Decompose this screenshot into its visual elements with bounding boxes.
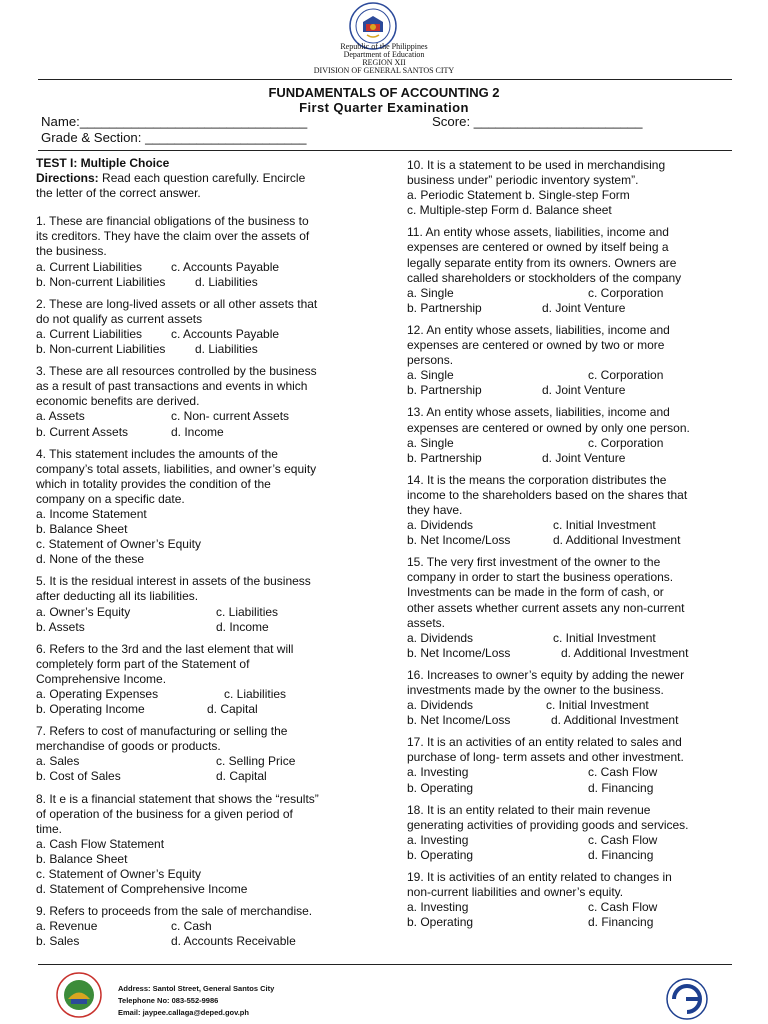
answer-row	[36, 260, 376, 275]
answer-choice[interactable]: a. Investing	[407, 900, 469, 915]
question-text: economic benefits are derived.	[36, 394, 200, 409]
answer-choice[interactable]: d. Liabilities	[195, 274, 258, 289]
question-text: expenses are centered or owned by two or more	[407, 338, 665, 353]
question-text: merchandise of goods or products.	[36, 739, 221, 754]
question-gap	[407, 218, 737, 225]
directions-line-2: the letter of the correct answer.	[36, 186, 201, 201]
left-question-4	[36, 574, 376, 634]
question-text: its creditors. They have the claim over the assets of	[36, 229, 310, 244]
answer-choice[interactable]: a. Income Statement	[36, 506, 147, 521]
answer-choice[interactable]: d. Joint Venture	[542, 300, 626, 315]
right-question-5	[407, 555, 737, 661]
answer-choice[interactable]: b. Current Assets	[36, 424, 129, 439]
question-gap	[36, 567, 376, 574]
question-text: 4. This statement includes the amounts of the	[36, 446, 278, 461]
right-question-6	[407, 668, 737, 728]
answer-choice[interactable]: b. Non-current Liabilities	[36, 342, 166, 357]
question-text: Investments can be made in the form of cash, or	[407, 585, 664, 600]
answer-choice[interactable]: d. Income	[171, 424, 224, 439]
question-gap	[36, 290, 376, 297]
answer-choice[interactable]: c. Cash Flow	[588, 900, 658, 915]
answer-choice[interactable]: d. Capital	[216, 769, 267, 784]
answer-choice[interactable]: b. Balance Sheet	[36, 522, 128, 537]
right-question-0	[407, 158, 737, 218]
answer-row	[407, 833, 737, 848]
question-gap	[407, 316, 737, 323]
right-column	[407, 158, 737, 937]
footer-address: Address: Santol Street, General Santos City	[118, 984, 275, 993]
answer-row	[36, 342, 376, 357]
answer-row	[36, 882, 376, 897]
answer-row	[36, 409, 376, 424]
answer-row	[36, 507, 376, 522]
answer-row	[407, 900, 737, 915]
answer-choice[interactable]: d. Capital	[207, 702, 258, 717]
answer-choice[interactable]: a. Single	[407, 368, 454, 383]
question-gap	[36, 635, 376, 642]
header-department: Department of Education	[343, 50, 425, 59]
answer-row	[407, 713, 737, 728]
answer-choice[interactable]: b. Net Income/Loss	[407, 645, 511, 660]
page-title: FUNDAMENTALS OF ACCOUNTING 2	[268, 85, 500, 100]
question-gap	[407, 398, 737, 405]
answer-choice[interactable]: d. Financing	[588, 780, 654, 795]
answer-choice[interactable]: c. Cash Flow	[588, 765, 658, 780]
answer-row	[36, 934, 376, 949]
question-text: income to the shareholders based on the shares that	[407, 487, 688, 502]
score-field[interactable]: Score: _______________________	[432, 114, 643, 129]
question-text: 18. It is an entity related to their main revenue	[407, 802, 651, 817]
question-text: purchase of long- term assets and other investment.	[407, 750, 684, 765]
answer-choice[interactable]: c. Corporation	[588, 368, 664, 383]
answer-choice[interactable]: b. Partnership	[407, 450, 482, 465]
directions-label: Directions:	[36, 171, 99, 186]
question-gap	[36, 897, 376, 904]
footer-contact	[118, 983, 274, 1019]
question-text: they have.	[407, 502, 463, 517]
right-question-1	[407, 225, 737, 316]
answer-choice[interactable]: b. Sales	[36, 934, 80, 949]
answer-choice[interactable]: a. Single	[407, 435, 454, 450]
answer-choice[interactable]: b. Cost of Sales	[36, 769, 121, 784]
left-question-7	[36, 792, 376, 898]
answer-choice[interactable]: c. Non- current Assets	[171, 409, 290, 424]
question-text: 3. These are all resources controlled by the business	[36, 364, 317, 379]
answer-row	[36, 687, 376, 702]
answer-choice[interactable]: d. Joint Venture	[542, 450, 626, 465]
question-gap	[407, 466, 737, 473]
answer-choice[interactable]: c. Cash Flow	[588, 832, 658, 847]
answer-choice[interactable]: c. Corporation	[588, 435, 664, 450]
answer-row	[407, 848, 737, 863]
question-text: generating activities of providing goods and services.	[407, 817, 689, 832]
answer-row	[407, 698, 737, 713]
answer-choice[interactable]: a. Cash Flow Statement	[36, 836, 165, 851]
answer-choice[interactable]: a. Owner’s Equity	[36, 604, 131, 619]
answer-choice[interactable]: a. Sales	[36, 754, 80, 769]
answer-choice[interactable]: d. Financing	[588, 847, 654, 862]
question-gap	[407, 930, 737, 937]
question-text: called shareholders or stockholders of the company	[407, 270, 682, 285]
answer-row	[407, 765, 737, 780]
answer-choice[interactable]: a. Assets	[36, 409, 85, 424]
answer-choice[interactable]: b. Balance Sheet	[36, 851, 128, 866]
right-question-2	[407, 323, 737, 398]
question-text: 19. It is activities of an entity related to changes in	[407, 870, 672, 885]
question-text: do not qualify as current assets	[36, 311, 203, 326]
right-question-8	[407, 803, 737, 863]
question-gap	[407, 548, 737, 555]
answer-choice[interactable]: a. Revenue	[36, 919, 98, 934]
left-question-1	[36, 297, 376, 357]
answer-row	[36, 769, 376, 784]
answer-choice[interactable]: c. Accounts Payable	[171, 326, 280, 341]
answer-row	[407, 436, 737, 451]
answer-choice[interactable]: d. Joint Venture	[542, 383, 626, 398]
question-gap	[36, 950, 376, 957]
answer-choice[interactable]: b. Operating	[407, 847, 474, 862]
question-text: 2. These are long-lived assets or all other assets that	[36, 296, 318, 311]
header-republic: Republic of the Philippines	[340, 42, 428, 51]
answer-row	[407, 646, 737, 661]
answer-choice[interactable]: c. Initial Investment	[546, 698, 649, 713]
answer-row	[36, 327, 376, 342]
page-subtitle: First Quarter Examination	[299, 100, 469, 115]
question-gap	[36, 440, 376, 447]
question-text: investments made by the owner to the business.	[407, 683, 664, 697]
answer-row	[407, 383, 737, 398]
question-text: 13. An entity whose assets, liabilities, income and	[407, 405, 670, 420]
question-gap	[407, 796, 737, 803]
header-divider	[38, 79, 732, 80]
answer-row	[407, 203, 737, 218]
answer-choice[interactable]: a. Current Liabilities	[36, 326, 143, 341]
answer-row	[36, 837, 376, 852]
question-text: 5. It is the residual interest in assets of the business	[36, 574, 311, 589]
question-text: 14. It is the means the corporation distributes the	[407, 472, 667, 487]
question-text: legally separate entity from its owners. Owners are	[407, 255, 677, 270]
answer-choice[interactable]: d. Statement of Comprehensive Income	[36, 882, 248, 897]
question-gap	[36, 717, 376, 724]
question-text: other assets whether current assets any non-current	[407, 600, 685, 615]
answer-choice[interactable]: a. Investing	[407, 832, 469, 847]
question-text: after deducting all its liabilities.	[36, 589, 199, 604]
question-gap	[36, 785, 376, 792]
left-question-0	[36, 214, 376, 289]
answer-choice[interactable]: b. Operating	[407, 915, 474, 930]
answer-choice[interactable]: a. Dividends	[407, 698, 474, 713]
answer-choice[interactable]: c. Initial Investment	[553, 518, 656, 533]
question-text: 12. An entity whose assets, liabilities, income and	[407, 322, 670, 337]
question-text: expenses are centered or owned by itself being a	[407, 240, 669, 255]
question-text: business under” periodic inventory system”.	[407, 173, 639, 188]
question-text: completely form part of the Statement of	[36, 656, 250, 671]
answer-row	[407, 631, 737, 646]
footer-email: Email: jaypee.callaga@deped.gov.ph	[118, 1008, 249, 1017]
answer-choice[interactable]: a. Dividends	[407, 630, 474, 645]
answer-choice[interactable]: b. Operating Income	[36, 702, 145, 717]
right-question-4	[407, 473, 737, 548]
answer-choice[interactable]: d. Liabilities	[195, 342, 258, 357]
directions-line-1	[36, 171, 376, 186]
answer-choice[interactable]: d. Accounts Receivable	[171, 934, 296, 949]
question-text: the business.	[36, 244, 107, 259]
name-field[interactable]: Name:_______________________________	[41, 114, 308, 129]
answer-choice[interactable]: c. Initial Investment	[553, 630, 656, 645]
answer-choice[interactable]: a. Periodic Statement b. Single-step Form	[407, 188, 630, 203]
answer-row	[36, 620, 376, 635]
answer-row	[36, 702, 376, 717]
answer-row	[36, 275, 376, 290]
answer-choice[interactable]: a. Single	[407, 285, 454, 300]
answer-choice[interactable]: d. Additional Investment	[553, 533, 681, 548]
answer-row	[36, 754, 376, 769]
answer-choice[interactable]: b. Operating	[407, 780, 474, 795]
info-divider	[38, 150, 732, 151]
answer-row	[36, 919, 376, 934]
grade-section-field[interactable]: Grade & Section: ______________________	[41, 130, 307, 145]
answer-choice[interactable]: c. Selling Price	[216, 754, 296, 769]
answer-row	[407, 533, 737, 548]
question-text: 9. Refers to proceeds from the sale of merchandise.	[36, 904, 313, 919]
answer-choice[interactable]: a. Investing	[407, 765, 469, 780]
answer-choice[interactable]: d. None of the these	[36, 552, 145, 567]
answer-row	[407, 286, 737, 301]
division-logo-icon	[56, 972, 102, 1018]
answer-row	[407, 915, 737, 930]
question-text: company on a specific date.	[36, 491, 185, 506]
answer-row	[407, 518, 737, 533]
answer-choice[interactable]: b. Partnership	[407, 383, 482, 398]
left-question-5	[36, 642, 376, 717]
question-gap	[407, 863, 737, 870]
answer-choice[interactable]: c. Cash	[171, 919, 212, 934]
answer-choice[interactable]: b. Non-current Liabilities	[36, 274, 166, 289]
header-region: REGION XII	[362, 58, 406, 67]
left-question-3	[36, 447, 376, 568]
question-text: which in totality provides the condition of the	[36, 476, 271, 491]
answer-choice[interactable]: b. Net Income/Loss	[407, 713, 511, 728]
answer-row	[407, 451, 737, 466]
answer-row	[36, 852, 376, 867]
answer-row	[36, 605, 376, 620]
answer-row	[36, 425, 376, 440]
left-question-2	[36, 364, 376, 439]
question-text: company in order to start the business operations.	[407, 570, 674, 585]
left-question-6	[36, 724, 376, 784]
question-text: 8. It e is a financial statement that shows the “results”	[36, 791, 319, 806]
question-text: 11. An entity whose assets, liabilities, income and	[407, 225, 669, 240]
answer-choice[interactable]: c. Statement of Owner’s Equity	[36, 867, 201, 882]
question-text: expenses are centered or owned by only one person.	[407, 420, 690, 435]
question-text: 17. It is an activities of an entity related to sales and	[407, 735, 682, 750]
answer-choice[interactable]: c. Corporation	[588, 285, 664, 300]
answer-row	[36, 552, 376, 567]
answer-choice[interactable]: b. Net Income/Loss	[407, 533, 511, 548]
answer-choice[interactable]: d. Financing	[588, 915, 654, 930]
answer-choice[interactable]: c. Accounts Payable	[171, 259, 280, 274]
question-text: 10. It is a statement to be used in merchandising	[407, 158, 666, 172]
answer-choice[interactable]: a. Dividends	[407, 518, 474, 533]
answer-row	[407, 301, 737, 316]
right-question-9	[407, 870, 737, 930]
question-text: 7. Refers to cost of manufacturing or selling the	[36, 724, 288, 739]
answer-row	[407, 781, 737, 796]
answer-choice[interactable]: c. Liabilities	[216, 604, 279, 619]
question-gap	[407, 728, 737, 735]
right-question-3	[407, 405, 737, 465]
question-text: 15. The very first investment of the owner to the	[407, 555, 661, 570]
answer-choice[interactable]: c. Multiple-step Form d. Balance sheet	[407, 203, 612, 218]
answer-choice[interactable]: c. Statement of Owner’s Equity	[36, 537, 201, 552]
answer-choice[interactable]: a. Operating Expenses	[36, 687, 159, 701]
answer-choice[interactable]: b. Partnership	[407, 300, 482, 315]
question-text: company’s total assets, liabilities, and owner’s equity	[36, 461, 317, 476]
iso-certification-icon	[666, 978, 708, 1020]
answer-row	[36, 522, 376, 537]
question-text: of operation of the business for a given period of	[36, 806, 293, 821]
answer-row	[407, 188, 737, 203]
directions-text: Read each question carefully. Encircle	[98, 171, 306, 186]
right-question-7	[407, 735, 737, 795]
question-text: persons.	[407, 353, 454, 368]
question-text: 1. These are financial obligations of the business to	[36, 214, 309, 229]
question-text: 6. Refers to the 3rd and the last element that will	[36, 641, 294, 656]
test-heading: TEST I: Multiple Choice	[36, 156, 170, 170]
question-text: Comprehensive Income.	[36, 671, 167, 686]
question-text: time.	[36, 821, 63, 836]
question-text: non-current liabilities and owner’s equity.	[407, 885, 624, 900]
answer-choice[interactable]: d. Income	[216, 619, 269, 634]
answer-choice[interactable]: a. Current Liabilities	[36, 259, 143, 274]
question-text: 16. Increases to owner’s equity by adding the newer	[407, 667, 685, 682]
question-gap	[36, 357, 376, 364]
answer-row	[36, 537, 376, 552]
answer-choice[interactable]: d. Additional Investment	[561, 645, 689, 660]
answer-choice[interactable]: b. Assets	[36, 619, 85, 634]
answer-choice[interactable]: d. Additional Investment	[551, 713, 679, 728]
footer-telephone: Telephone No: 083-552-9986	[118, 996, 219, 1005]
question-text: as a result of past transactions and events in which	[36, 379, 308, 394]
question-text: assets.	[407, 615, 446, 630]
answer-row	[407, 368, 737, 383]
answer-row	[36, 867, 376, 882]
header-division: DIVISION OF GENERAL SANTOS CITY	[313, 66, 455, 75]
footer-divider	[38, 964, 732, 965]
left-question-8	[36, 904, 376, 949]
left-column	[36, 156, 376, 957]
answer-choice[interactable]: c. Liabilities	[224, 687, 287, 701]
question-gap	[407, 661, 737, 668]
